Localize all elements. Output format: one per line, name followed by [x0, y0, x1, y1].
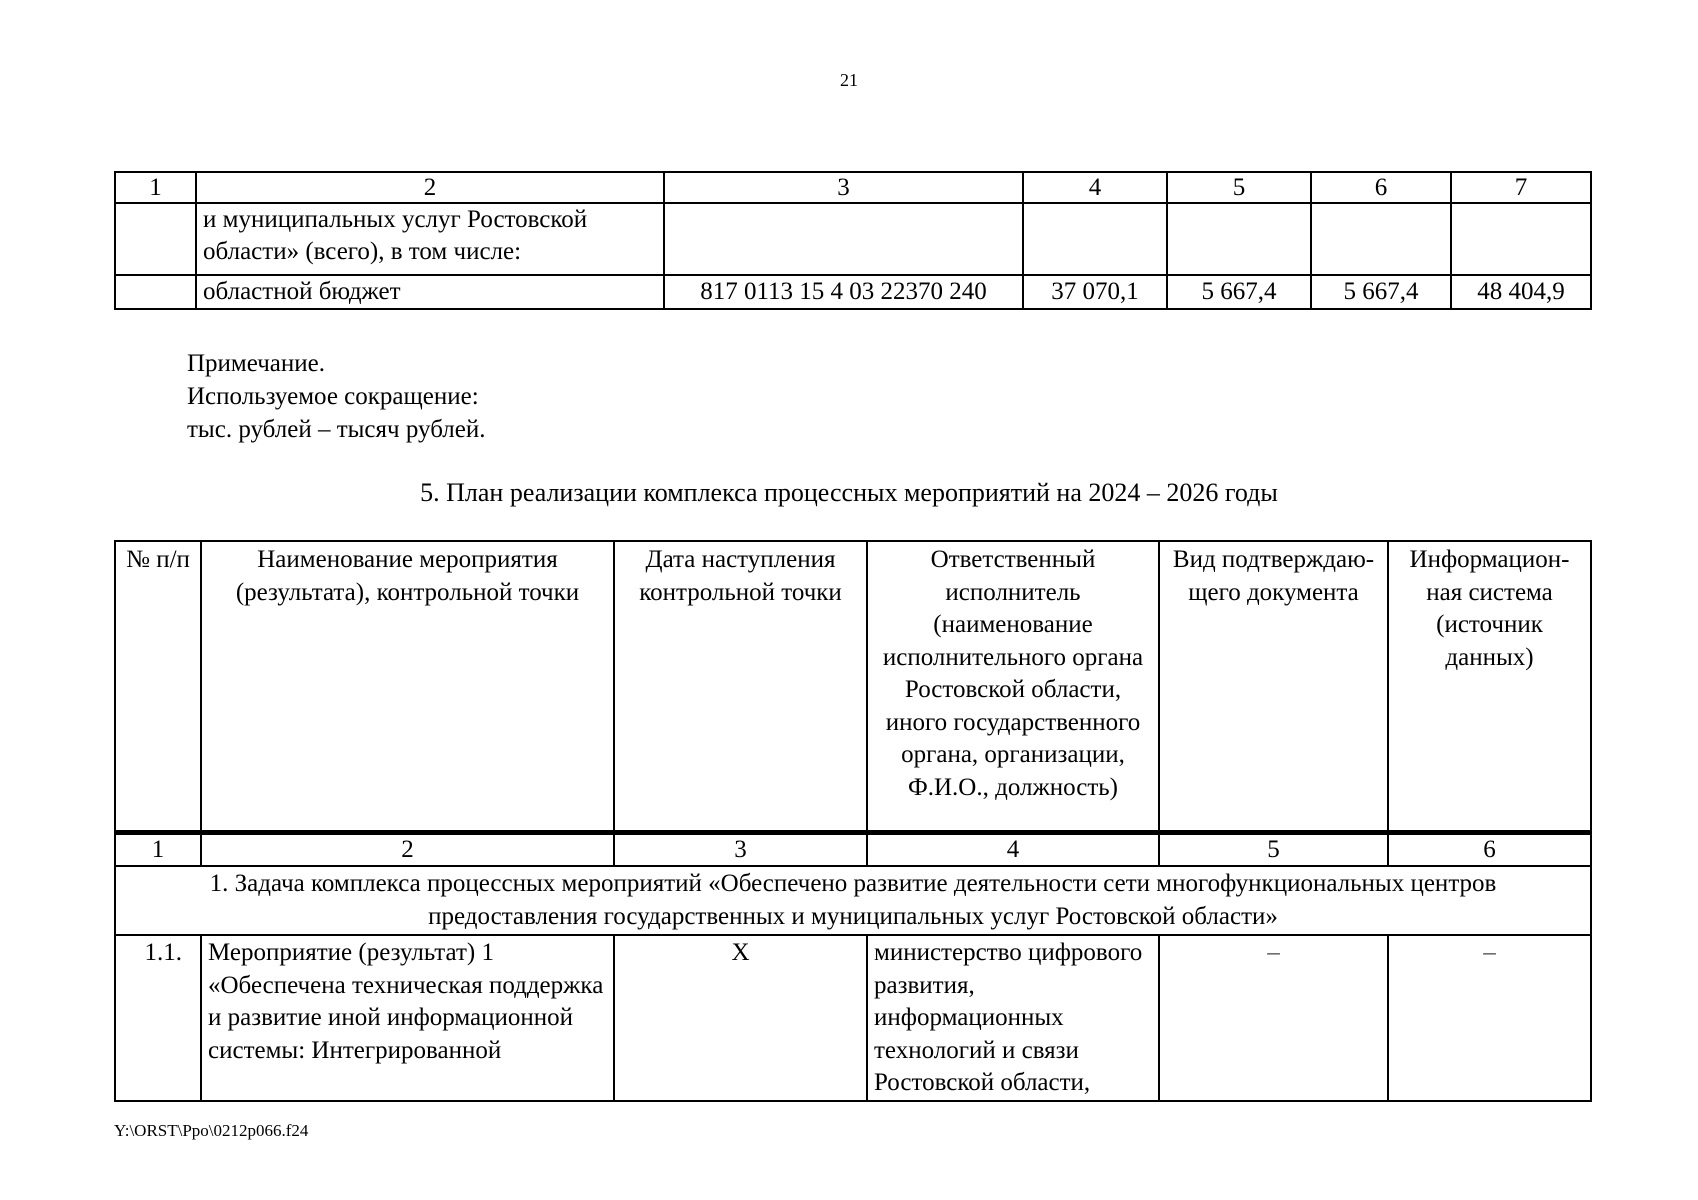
table-row	[115, 935, 1591, 1101]
column-number: 3	[614, 833, 867, 867]
column-number: 5	[1159, 833, 1388, 867]
cell-name: областной бюджет	[196, 275, 664, 309]
header-cell: 6	[1311, 172, 1451, 203]
task-row	[115, 866, 1591, 935]
header-cell: 7	[1451, 172, 1591, 203]
note	[187, 347, 486, 446]
cell-system: –	[1388, 935, 1591, 1101]
cell-value	[1311, 203, 1451, 275]
page-number: 21	[840, 70, 858, 90]
header-cell: 3	[664, 172, 1023, 203]
table-row	[115, 203, 1591, 275]
header-cell: 1	[115, 172, 196, 203]
header-cell: № п/п	[115, 541, 201, 833]
plan-table	[114, 540, 1592, 1102]
cell-value	[1167, 203, 1311, 275]
cell-document: –	[1159, 935, 1388, 1101]
task-cell: 1. Задача комплекса процессных мероприятий «Обеспечено развитие деятельности сети многофункциональных центров предоставления государственных и муниципальных услуг Ростовской области»	[115, 866, 1591, 935]
cell-number	[115, 275, 196, 309]
column-number: 6	[1388, 833, 1591, 867]
cell-code	[664, 203, 1023, 275]
column-number: 2	[201, 833, 614, 867]
cell-value-2025: 5 667,4	[1167, 275, 1311, 309]
cell-number	[115, 203, 196, 275]
file-path-footer: Y:\ORST\Ppo\0212p066.f24	[114, 1121, 309, 1140]
cell-value	[1023, 203, 1167, 275]
header-cell: Дата наступления контрольной точки	[614, 541, 867, 833]
cell-value-2024: 37 070,1	[1023, 275, 1167, 309]
header-cell: Наименование мероприятия (результата), контрольной точки	[201, 541, 614, 833]
note-line: тыс. рублей – тысяч рублей.	[187, 416, 486, 443]
header-cell: 4	[1023, 172, 1167, 203]
cell-date: X	[614, 935, 867, 1101]
cell-executor: министерство цифрового развития, информационных технологий и связи Ростовской области,	[867, 935, 1159, 1101]
cell-name: Мероприятие (результат) 1 «Обеспечена техническая поддержка и развитие иной информационной системы: Интегрированной	[201, 935, 614, 1101]
column-number: 4	[867, 833, 1159, 867]
table-header-row	[115, 172, 1591, 203]
header-cell: 2	[196, 172, 664, 203]
cell-name: и муниципальных услуг Ростовской области» (всего), в том числе:	[196, 203, 664, 275]
header-cell: 5	[1167, 172, 1311, 203]
header-cell: Ответственный исполнитель (наименование исполнительного органа Ростовской области, иного государственного органа, организации, Ф.И.О., должность)	[867, 541, 1159, 833]
header-cell: Информацион-ная система (источник данных)	[1388, 541, 1591, 833]
column-number-row	[115, 833, 1591, 867]
cell-value-2026: 5 667,4	[1311, 275, 1451, 309]
table-row	[115, 275, 1591, 309]
cell-code: 817 0113 15 4 03 22370 240	[664, 275, 1023, 309]
cell-value	[1451, 203, 1591, 275]
column-number: 1	[115, 833, 201, 867]
budget-table	[114, 171, 1592, 310]
note-title: Примечание.	[187, 350, 326, 377]
cell-number: 1.1.	[115, 935, 201, 1101]
cell-value-total: 48 404,9	[1451, 275, 1591, 309]
header-cell: Вид подтверждаю-щего документа	[1159, 541, 1388, 833]
section-title: 5. План реализации комплекса процессных мероприятий на 2024 – 2026 годы	[420, 478, 1278, 507]
note-line: Используемое сокращение:	[187, 383, 479, 410]
table-header-row	[115, 541, 1591, 833]
